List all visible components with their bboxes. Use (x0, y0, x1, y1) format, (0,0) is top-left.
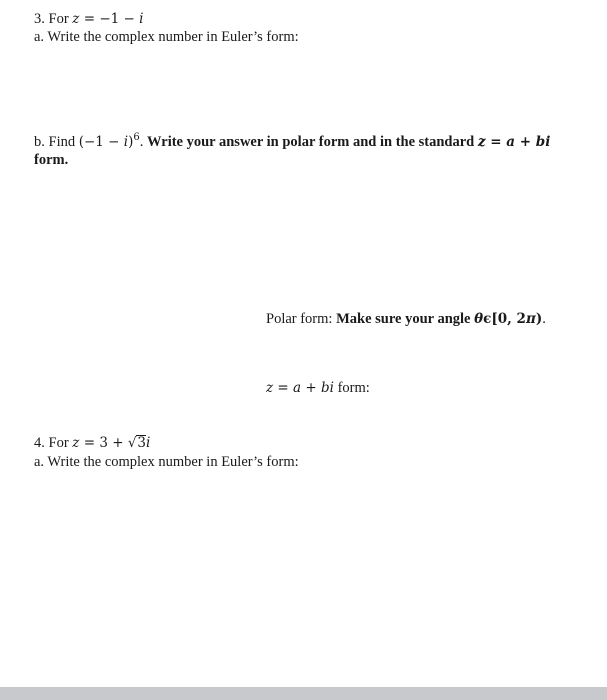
math-bi: bi (321, 380, 334, 396)
sqrt-radicand: 3 (137, 435, 147, 451)
problem-4-expression (72, 435, 150, 451)
part-b-standard-form (478, 134, 550, 150)
standard-form-label: form: (337, 380, 370, 396)
problem-3-part-b (34, 134, 550, 151)
math-i: i (146, 435, 151, 451)
problem-4-intro: For (48, 435, 69, 451)
math-z: z (72, 435, 80, 451)
math-a: a (293, 380, 302, 396)
math-theta: θ (474, 311, 484, 327)
standard-form-line (266, 380, 370, 397)
problem-3-expression (72, 11, 143, 27)
math-z: z (477, 134, 486, 150)
math-epsilon: ϵ (483, 311, 492, 327)
problem-4-number: 4. (34, 435, 45, 451)
part-b-instruction: Write your answer in polar form and in the standard (147, 134, 475, 150)
problem-3-title (34, 11, 143, 28)
standard-form-expression (266, 380, 334, 396)
sqrt-sign: √ (127, 435, 137, 451)
bottom-scroll-bar (0, 687, 607, 700)
math-plus: + (519, 134, 532, 150)
math-z: z (266, 380, 274, 396)
math-pi: π (525, 311, 536, 327)
math-period: . (542, 311, 546, 327)
math-plus: + (305, 380, 317, 396)
math-eq: = (83, 11, 96, 27)
polar-form-label: Polar form: (266, 311, 333, 327)
problem-4-part-a: a. Write the complex number in Euler’s form: (34, 454, 299, 470)
math-bi: bi (535, 134, 551, 150)
polar-form-line (266, 311, 546, 328)
math-open: (−1 − (78, 134, 120, 150)
part-b-expression (79, 134, 140, 150)
problem-3-intro: For (48, 11, 69, 27)
sqrt-expression (128, 435, 146, 452)
polar-form-instruction: Make sure your angle (336, 311, 471, 327)
math-close: ) (128, 134, 134, 150)
math-three-plus: 3 + (99, 435, 124, 451)
math-i: i (139, 11, 144, 27)
math-power: 6 (133, 132, 140, 143)
math-a: a (506, 134, 516, 150)
problem-4-title (34, 435, 150, 452)
math-value: −1 − (99, 11, 135, 27)
part-b-prefix: b. Find (34, 134, 76, 150)
math-eq: = (277, 380, 289, 396)
math-period: . (139, 134, 144, 150)
math-interval-open: [0, 2 (491, 311, 526, 327)
problem-3-number: 3. (34, 11, 45, 27)
math-interval-close: ) (535, 311, 543, 327)
math-i: i (123, 134, 129, 150)
math-eq: = (490, 134, 502, 150)
math-eq: = (83, 435, 96, 451)
math-z: z (72, 11, 80, 27)
problem-3-part-a: a. Write the complex number in Euler’s form: (34, 29, 299, 45)
polar-angle-interval (474, 311, 542, 327)
problem-3-part-b-line2: form. (34, 152, 69, 168)
